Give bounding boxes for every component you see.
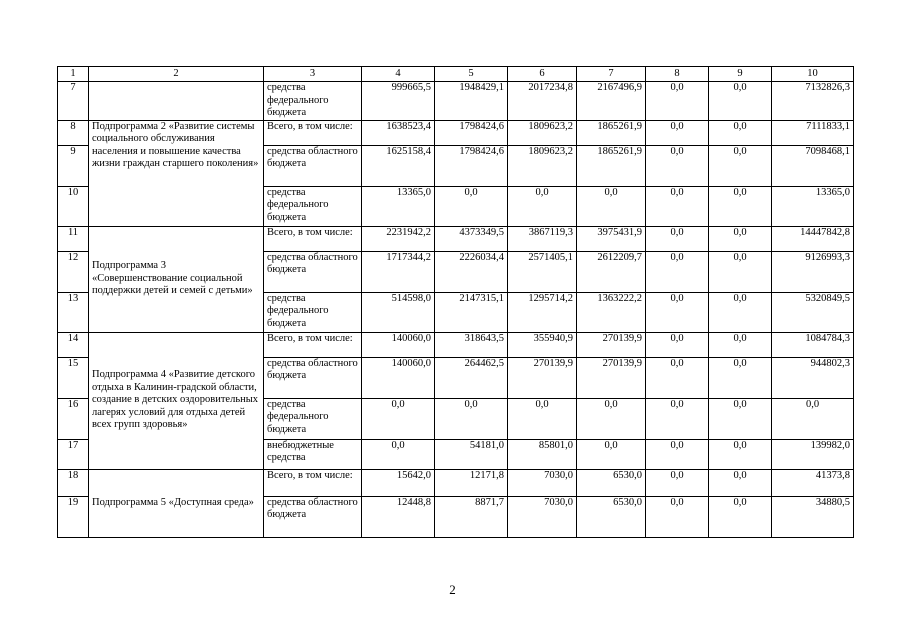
value-cell: 3867119,3 bbox=[508, 226, 577, 251]
value-cell: 0,0 bbox=[709, 145, 772, 186]
total-cell: 14447842,8 bbox=[772, 226, 854, 251]
budget-table bbox=[57, 66, 854, 538]
value-cell: 0,0 bbox=[646, 332, 709, 357]
value-cell: 0,0 bbox=[646, 496, 709, 537]
col-header: 10 bbox=[772, 67, 854, 82]
col-header: 8 bbox=[646, 67, 709, 82]
value-cell: 0,0 bbox=[646, 186, 709, 226]
funding-source: средства областного бюджета bbox=[264, 145, 362, 186]
value-cell: 4373349,5 bbox=[435, 226, 508, 251]
value-cell: 2231942,2 bbox=[362, 226, 435, 251]
value-cell: 0,0 bbox=[508, 186, 577, 226]
value-cell: 54181,0 bbox=[435, 439, 508, 469]
value-cell: 514598,0 bbox=[362, 292, 435, 332]
table-row bbox=[58, 332, 854, 357]
row-number: 12 bbox=[58, 251, 89, 292]
value-cell: 7030,0 bbox=[508, 469, 577, 496]
subprogram-4: Подпрограмма 4 «Развитие детского отдыха в Калинин-градской области, создание в детских оздоровительных лагерях условий для отдыха детей всех групп здоровья» bbox=[89, 332, 264, 469]
row-number: 17 bbox=[58, 439, 89, 469]
value-cell: 0,0 bbox=[709, 82, 772, 121]
funding-source: средства федерального бюджета bbox=[264, 398, 362, 439]
row-number: 19 bbox=[58, 496, 89, 537]
value-cell: 0,0 bbox=[646, 398, 709, 439]
value-cell: 0,0 bbox=[577, 398, 646, 439]
header-row bbox=[58, 67, 854, 82]
value-cell: 2226034,4 bbox=[435, 251, 508, 292]
value-cell: 0,0 bbox=[709, 292, 772, 332]
col-header: 9 bbox=[709, 67, 772, 82]
row-number: 18 bbox=[58, 469, 89, 496]
table-row bbox=[58, 120, 854, 145]
value-cell: 0,0 bbox=[646, 120, 709, 145]
funding-source: Всего, в том числе: bbox=[264, 332, 362, 357]
total-cell: 5320849,5 bbox=[772, 292, 854, 332]
value-cell: 1798424,6 bbox=[435, 145, 508, 186]
value-cell: 0,0 bbox=[646, 292, 709, 332]
col-header: 5 bbox=[435, 67, 508, 82]
value-cell: 0,0 bbox=[709, 186, 772, 226]
value-cell: 140060,0 bbox=[362, 357, 435, 398]
value-cell: 0,0 bbox=[577, 439, 646, 469]
value-cell: 0,0 bbox=[508, 398, 577, 439]
funding-source: средства федерального бюджета bbox=[264, 186, 362, 226]
row-number: 15 bbox=[58, 357, 89, 398]
value-cell: 0,0 bbox=[709, 332, 772, 357]
value-cell: 12171,8 bbox=[435, 469, 508, 496]
total-cell: 41373,8 bbox=[772, 469, 854, 496]
value-cell: 0,0 bbox=[709, 226, 772, 251]
value-cell: 0,0 bbox=[646, 82, 709, 121]
value-cell: 13365,0 bbox=[362, 186, 435, 226]
value-cell: 1948429,1 bbox=[435, 82, 508, 121]
total-cell: 7111833,1 bbox=[772, 120, 854, 145]
value-cell: 15642,0 bbox=[362, 469, 435, 496]
value-cell: 0,0 bbox=[709, 469, 772, 496]
value-cell: 270139,9 bbox=[577, 332, 646, 357]
funding-source: Всего, в том числе: bbox=[264, 469, 362, 496]
funding-source: Всего, в том числе: bbox=[264, 120, 362, 145]
program-cell-empty bbox=[89, 82, 264, 121]
total-cell: 1084784,3 bbox=[772, 332, 854, 357]
value-cell: 1625158,4 bbox=[362, 145, 435, 186]
row-number: 11 bbox=[58, 226, 89, 251]
table-row bbox=[58, 82, 854, 121]
value-cell: 270139,9 bbox=[508, 357, 577, 398]
subprogram-2: Подпрограмма 2 «Развитие системы социального обслуживания населения и повышение качества жизни граждан старшего поколения» bbox=[89, 120, 264, 226]
col-header: 7 bbox=[577, 67, 646, 82]
value-cell: 355940,9 bbox=[508, 332, 577, 357]
value-cell: 1865261,9 bbox=[577, 145, 646, 186]
value-cell: 7030,0 bbox=[508, 496, 577, 537]
value-cell: 0,0 bbox=[646, 251, 709, 292]
value-cell: 999665,5 bbox=[362, 82, 435, 121]
value-cell: 0,0 bbox=[646, 226, 709, 251]
value-cell: 1363222,2 bbox=[577, 292, 646, 332]
col-header: 6 bbox=[508, 67, 577, 82]
value-cell: 0,0 bbox=[646, 145, 709, 186]
value-cell: 0,0 bbox=[646, 439, 709, 469]
page-number: 2 bbox=[449, 582, 456, 597]
table-row bbox=[58, 226, 854, 251]
value-cell: 6530,0 bbox=[577, 496, 646, 537]
value-cell: 2612209,7 bbox=[577, 251, 646, 292]
total-cell: 944802,3 bbox=[772, 357, 854, 398]
value-cell: 0,0 bbox=[709, 357, 772, 398]
value-cell: 1295714,2 bbox=[508, 292, 577, 332]
subprogram-5: Подпрограмма 5 «Доступная среда» bbox=[89, 469, 264, 537]
table-row bbox=[58, 469, 854, 496]
funding-source: средства федерального бюджета bbox=[264, 292, 362, 332]
value-cell: 270139,9 bbox=[577, 357, 646, 398]
value-cell: 0,0 bbox=[709, 251, 772, 292]
total-cell: 7098468,1 bbox=[772, 145, 854, 186]
total-cell: 0,0 bbox=[772, 398, 854, 439]
value-cell: 3975431,9 bbox=[577, 226, 646, 251]
value-cell: 0,0 bbox=[435, 398, 508, 439]
total-cell: 9126993,3 bbox=[772, 251, 854, 292]
value-cell: 0,0 bbox=[577, 186, 646, 226]
value-cell: 0,0 bbox=[646, 357, 709, 398]
value-cell: 1809623,2 bbox=[508, 145, 577, 186]
row-number: 7 bbox=[58, 82, 89, 121]
funding-source: средства областного бюджета bbox=[264, 251, 362, 292]
value-cell: 2147315,1 bbox=[435, 292, 508, 332]
value-cell: 2571405,1 bbox=[508, 251, 577, 292]
value-cell: 0,0 bbox=[709, 398, 772, 439]
row-number: 8 bbox=[58, 120, 89, 145]
col-header: 4 bbox=[362, 67, 435, 82]
funding-source: средства областного бюджета bbox=[264, 496, 362, 537]
value-cell: 0,0 bbox=[646, 469, 709, 496]
value-cell: 0,0 bbox=[709, 439, 772, 469]
value-cell: 0,0 bbox=[435, 186, 508, 226]
row-number: 14 bbox=[58, 332, 89, 357]
value-cell: 8871,7 bbox=[435, 496, 508, 537]
row-number: 16 bbox=[58, 398, 89, 439]
value-cell: 0,0 bbox=[362, 439, 435, 469]
funding-source: Всего, в том числе: bbox=[264, 226, 362, 251]
value-cell: 1717344,2 bbox=[362, 251, 435, 292]
row-number: 10 bbox=[58, 186, 89, 226]
row-number: 13 bbox=[58, 292, 89, 332]
row-number: 9 bbox=[58, 145, 89, 186]
funding-source: внебюджетные средства bbox=[264, 439, 362, 469]
value-cell: 264462,5 bbox=[435, 357, 508, 398]
col-header: 3 bbox=[264, 67, 362, 82]
value-cell: 12448,8 bbox=[362, 496, 435, 537]
total-cell: 7132826,3 bbox=[772, 82, 854, 121]
total-cell: 34880,5 bbox=[772, 496, 854, 537]
subprogram-3: Подпрограмма 3 «Совершенствование социальной поддержки детей и семей с детьми» bbox=[89, 226, 264, 332]
total-cell: 13365,0 bbox=[772, 186, 854, 226]
col-header: 1 bbox=[58, 67, 89, 82]
value-cell: 1865261,9 bbox=[577, 120, 646, 145]
value-cell: 85801,0 bbox=[508, 439, 577, 469]
value-cell: 140060,0 bbox=[362, 332, 435, 357]
value-cell: 2017234,8 bbox=[508, 82, 577, 121]
funding-source: средства областного бюджета bbox=[264, 357, 362, 398]
funding-source: средства федерального бюджета bbox=[264, 82, 362, 121]
value-cell: 2167496,9 bbox=[577, 82, 646, 121]
total-cell: 139982,0 bbox=[772, 439, 854, 469]
value-cell: 0,0 bbox=[362, 398, 435, 439]
value-cell: 6530,0 bbox=[577, 469, 646, 496]
value-cell: 0,0 bbox=[709, 496, 772, 537]
value-cell: 1638523,4 bbox=[362, 120, 435, 145]
value-cell: 1809623,2 bbox=[508, 120, 577, 145]
col-header: 2 bbox=[89, 67, 264, 82]
value-cell: 318643,5 bbox=[435, 332, 508, 357]
value-cell: 0,0 bbox=[709, 120, 772, 145]
value-cell: 1798424,6 bbox=[435, 120, 508, 145]
